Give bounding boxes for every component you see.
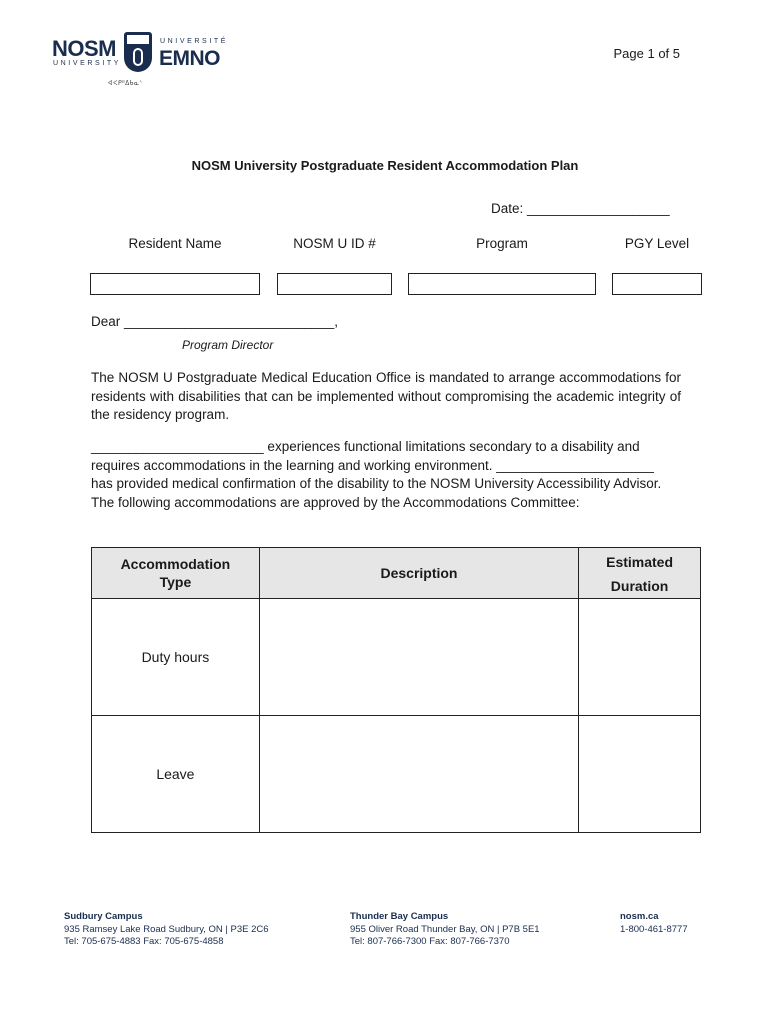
header-accommodation-type [92,548,260,599]
row-type-cell: Leave [92,716,260,833]
footer-thunder-bay [350,911,540,949]
nosm-id-field[interactable] [277,273,392,295]
page-number: Page 1 of 5 [613,46,680,61]
limitations-line-4: The following accommodations are approved by the Accommodations Committee: [91,494,580,510]
website-link[interactable]: nosm.ca [620,911,659,922]
row-duration-cell[interactable] [579,716,701,833]
logo-universite-text: UNIVERSITÉ [160,38,229,45]
program-director-label: Program Director [182,338,274,352]
logo-syllabics-text: ᐊᐸᑭᐦᐃᑲᓇᐠ [108,81,143,87]
header-type-line-1: Accommodation [120,556,231,572]
shield-icon [124,32,152,72]
header-duration-line-2: Duration [610,578,669,594]
toll-free-phone: 1-800-461-8777 [620,923,688,935]
logo-nosm-text: NOSM [52,36,116,61]
resident-name-label: Resident Name [128,236,222,251]
limitations-paragraph [91,438,681,512]
table-row [92,716,701,833]
limitations-line-3: has provided medical confirmation of the disability to the NOSM University Accessibility Advisor. [91,476,662,491]
thunder-bay-campus-name: Thunder Bay Campus [350,911,449,922]
logo-university-text: UNIVERSITY [53,60,122,67]
footer-web [620,911,688,936]
sudbury-phone: Tel: 705-675-4883 Fax: 705-675-4858 [64,936,224,947]
accommodations-table [91,547,701,833]
pgy-level-label: PGY Level [624,236,690,251]
sudbury-campus-name: Sudbury Campus [64,911,143,922]
footer-sudbury [64,911,269,949]
nosm-id-label: NOSM U ID # [293,236,376,251]
table-row [92,599,701,716]
row-description-cell[interactable] [259,716,578,833]
table-header-row [92,548,701,599]
row-duration-cell[interactable] [579,599,701,716]
limitations-line-2: requires accommodations in the learning and working environment. _____________________ [91,457,654,473]
header-duration-line-1: Estimated [606,554,674,570]
logo-emno-text: EMNO [159,47,220,70]
header-estimated-duration [579,548,701,599]
limitations-line-1: _______________________ experiences functional limitations secondary to a disability and [91,439,640,454]
resident-name-field[interactable] [90,273,260,295]
program-label: Program [476,236,528,251]
document-title: NOSM University Postgraduate Resident Accommodation Plan [191,158,579,173]
salutation: Dear ____________________________, [91,314,338,329]
sudbury-address: 935 Ramsey Lake Road Sudbury, ON | P3E 2C6 [64,923,269,935]
nosm-logo [52,30,242,92]
program-field[interactable] [408,273,596,295]
mandate-paragraph: The NOSM U Postgraduate Medical Education Office is mandated to arrange accommodations for residents with disabilities that can be implemented without compromising the academic integrity of the residency program. [91,370,681,422]
thunder-bay-phone: Tel: 807-766-7300 Fax: 807-766-7370 [350,936,510,947]
row-description-cell[interactable] [259,599,578,716]
thunder-bay-address: 955 Oliver Road Thunder Bay, ON | P7B 5E1 [350,923,540,935]
header-description: Description [259,548,578,599]
row-type-cell: Duty hours [92,599,260,716]
pgy-level-field[interactable] [612,273,702,295]
date-line: Date: ___________________ [491,201,670,216]
header-type-line-2: Type [159,574,192,590]
